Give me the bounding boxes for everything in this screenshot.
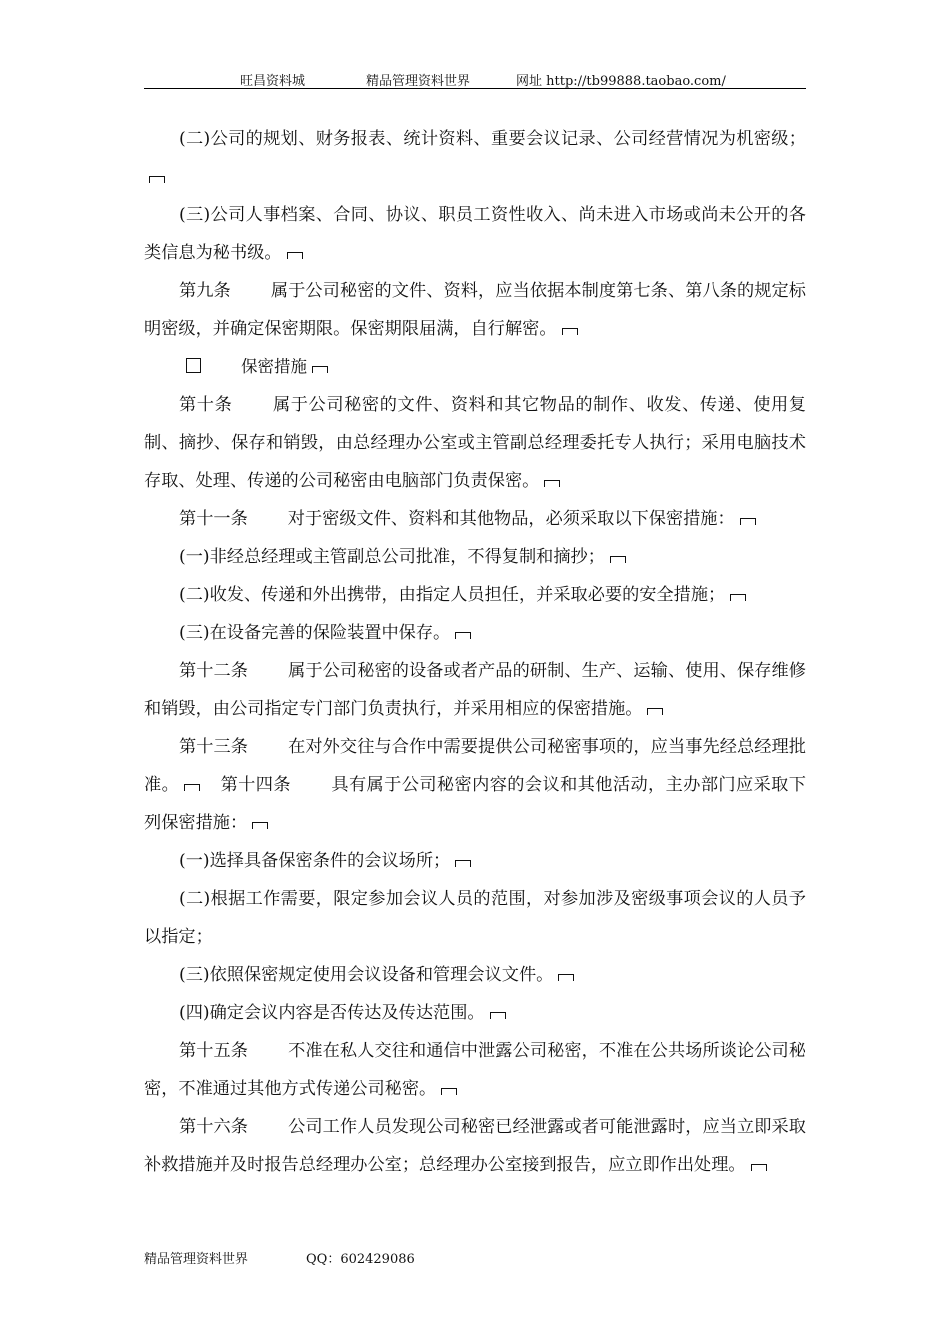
- paragraph-mark-icon: [149, 176, 165, 183]
- list-item-paragraph: [144, 880, 806, 956]
- article-paragraph: [144, 500, 806, 538]
- paragraph-text: (二)公司的规划、财务报表、统计资料、重要会议记录、公司经营情况为机密级；: [179, 129, 806, 149]
- paragraph-text: 具有属于公司秘密内容的会议和其他活动，主办部门应采取下列保密措施：: [144, 775, 806, 833]
- list-item-paragraph: [144, 538, 806, 576]
- article-paragraph: [144, 728, 806, 842]
- article-paragraph: [144, 1108, 806, 1184]
- paragraph-mark-icon: [558, 974, 574, 981]
- paragraph-text: (二)收发、传递和外出携带，由指定人员担任，并采取必要的安全措施；: [179, 585, 726, 605]
- paragraph-mark-icon: [252, 822, 268, 829]
- paragraph-mark-icon: [441, 1088, 457, 1095]
- paragraph-text: 不准在私人交往和通信中泄露公司秘密，不准在公共场所谈论公司秘密，不准通过其他方式传递公司秘密。: [144, 1041, 806, 1099]
- paragraph-mark-icon: [740, 518, 756, 525]
- paragraph-text: 对于密级文件、资料和其他物品，必须采取以下保密措施：: [287, 509, 735, 529]
- list-item-paragraph: [144, 956, 806, 994]
- paragraph-text: 属于公司秘密的设备或者产品的研制、生产、运输、使用、保存维修和销毁，由公司指定专门部门负责执行，并采用相应的保密措施。: [144, 661, 806, 719]
- document-body: [144, 120, 806, 1184]
- checkbox-icon: [186, 358, 201, 373]
- list-item-paragraph: [144, 614, 806, 652]
- paragraph-mark-icon: [562, 328, 578, 335]
- article-number: 第十一条: [179, 509, 248, 529]
- list-item-paragraph: [144, 994, 806, 1032]
- article-number: 第十二条: [179, 661, 249, 681]
- article-paragraph: [144, 1032, 806, 1108]
- paragraph-text: (三)公司人事档案、合同、协议、职员工资性收入、尚未进入市场或尚未公开的各类信息为秘书级。: [144, 205, 806, 263]
- article-number: 第十六条: [179, 1117, 249, 1137]
- article-number: 第九条: [179, 281, 231, 301]
- paragraph-mark-icon: [287, 252, 303, 259]
- paragraph-mark-icon: [455, 632, 471, 639]
- footer-tagline: 精品管理资料世界: [144, 1252, 249, 1267]
- paragraph-mark-icon: [647, 708, 663, 715]
- header-url[interactable]: 网址 http://tb99888.taobao.com/: [516, 74, 726, 89]
- paragraph-text: (一)选择具备保密条件的会议场所；: [179, 851, 451, 871]
- article-paragraph: [144, 652, 806, 728]
- article-paragraph: [144, 272, 806, 348]
- article-paragraph: [144, 386, 806, 500]
- paragraph-text: (三)在设备完善的保险装置中保存。: [179, 623, 451, 643]
- paragraph-text: (二)根据工作需要，限定参加会议人员的范围，对参加涉及密级事项会议的人员予以指定；: [144, 889, 806, 947]
- paragraph-mark-icon: [490, 1012, 506, 1019]
- paragraph-mark-icon: [544, 480, 560, 487]
- paragraph-text: 公司工作人员发现公司秘密已经泄露或者可能泄露时，应当立即采取补救措施并及时报告总经理办公室；总经理办公室接到报告，应立即作出处理。: [144, 1117, 806, 1175]
- list-item-paragraph: [144, 576, 806, 614]
- paragraph-mark-icon: [751, 1164, 767, 1171]
- section-heading: [144, 348, 806, 386]
- article-number: 第十四条: [220, 775, 291, 795]
- paragraph-mark-icon: [610, 556, 626, 563]
- paragraph-text: (一)非经总经理或主管副总公司批准，不得复制和摘抄；: [179, 547, 605, 567]
- article-number: 第十五条: [179, 1041, 249, 1061]
- list-item-paragraph: [144, 196, 806, 272]
- paragraph-mark-icon: [730, 594, 746, 601]
- paragraph-text: (四)确定会议内容是否传达及传达范围。: [179, 1003, 485, 1023]
- paragraph-text: (三)依照保密规定使用会议设备和管理会议文件。: [179, 965, 554, 985]
- paragraph-text: 属于公司秘密的文件、资料，应当依据本制度第七条、第八条的规定标明密级，并确定保密期限。保密期限届满，自行解密。: [144, 281, 806, 339]
- page-header: [144, 68, 806, 89]
- article-number: 第十三条: [179, 737, 249, 757]
- list-item-paragraph: [144, 842, 806, 880]
- paragraph-mark-icon: [455, 860, 471, 867]
- paragraph-text: 在对外交往与合作中需要提供公司秘密事项的，应当事先经总经理批准。: [144, 737, 806, 795]
- paragraph-mark-icon: [184, 784, 200, 791]
- paragraph-mark-icon: [312, 366, 328, 373]
- footer-qq: QQ：602429086: [306, 1252, 415, 1267]
- article-number: 第十条: [179, 395, 233, 415]
- header-site-name: 旺昌资料城: [240, 74, 306, 89]
- header-tagline: 精品管理资料世界: [366, 74, 471, 89]
- list-item-paragraph: [144, 120, 806, 196]
- section-heading-text: 保密措施: [241, 357, 307, 376]
- page-footer: [144, 1248, 473, 1267]
- paragraph-text: 属于公司秘密的文件、资料和其它物品的制作、收发、传递、使用复制、摘抄、保存和销毁，由总经理办公室或主管副总经理委托专人执行；采用电脑技术存取、处理、传递的公司秘密由电脑部门负责保密。: [144, 395, 806, 491]
